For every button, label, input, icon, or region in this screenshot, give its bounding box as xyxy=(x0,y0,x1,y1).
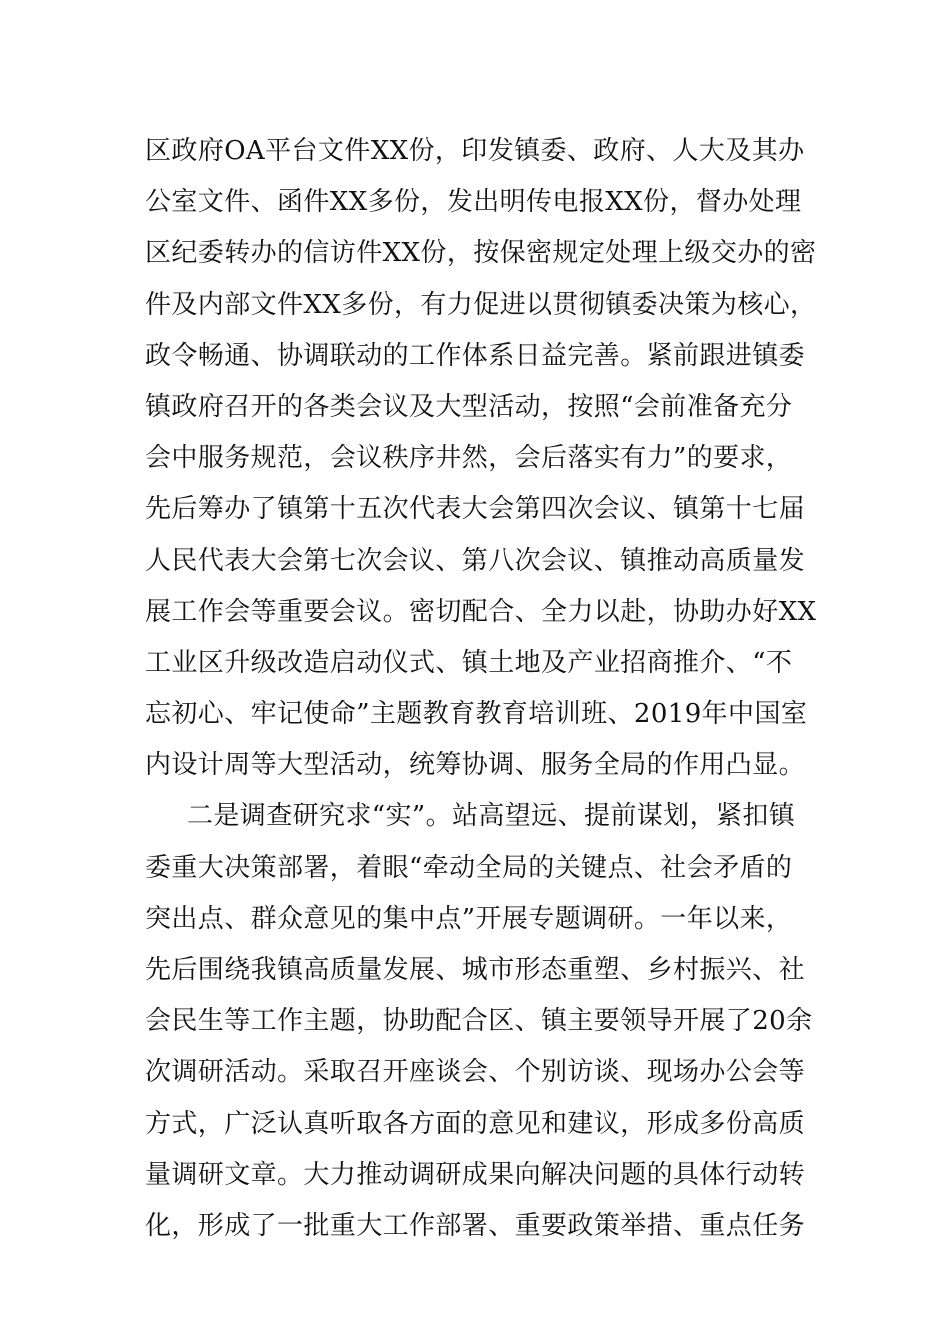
text-line: 忘初心、牢记使命”主题教育教育培训班、2019年中国室 xyxy=(145,699,808,730)
text-line: 委重大决策部署，着眼“牵动全局的关键点、社会矛盾的 xyxy=(145,852,793,883)
text-line: 镇政府召开的各类会议及大型活动，按照“会前准备充分 xyxy=(145,391,793,422)
text-line: 方式，广泛认真听取各方面的意见和建议，形成多份高质 xyxy=(145,1108,806,1139)
paragraph-start-line: 二是调查研究求“实”。站高望远、提前谋划，紧扣镇 xyxy=(187,801,796,832)
text-line: 会中服务规范，会议秩序井然，会后落实有力”的要求， xyxy=(145,443,793,474)
text-line: 会民生等工作主题，协助配合区、镇主要领导开展了20余 xyxy=(145,1006,813,1037)
text-line: 区纪委转办的信访件XX份，按保密规定处理上级交办的密 xyxy=(145,238,817,269)
text-line: 先后筹办了镇第十五次代表大会第四次会议、镇第十七届 xyxy=(145,494,806,525)
text-line: 公室文件、函件XX多份，发出明传电报XX份，督办处理 xyxy=(145,187,802,218)
text-line: 次调研活动。采取召开座谈会、个别访谈、现场办公会等 xyxy=(145,1057,806,1088)
text-line: 人民代表大会第七次会议、第八次会议、镇推动高质量发 xyxy=(145,545,806,576)
text-line: 化，形成了一批重大工作部署、重要政策举措、重点任务 xyxy=(145,1210,806,1241)
text-line: 件及内部文件XX多份，有力促进以贯彻镇委决策为核心， xyxy=(145,289,817,320)
text-line: 内设计周等大型活动，统筹协调、服务全局的作用凸显。 xyxy=(145,750,806,781)
text-line: 工业区升级改造启动仪式、镇土地及产业招商推介、“不 xyxy=(145,647,793,678)
text-line: 展工作会等重要会议。密切配合、全力以赴，协助办好XX xyxy=(145,596,817,627)
text-line: 突出点、群众意见的集中点”开展专题调研。一年以来， xyxy=(145,903,793,934)
text-line: 区政府OA平台文件XX份，印发镇委、政府、人大及其办 xyxy=(145,136,805,166)
text-line: 政令畅通、协调联动的工作体系日益完善。紧前跟进镇委 xyxy=(145,340,806,371)
text-line: 量调研文章。大力推动调研成果向解决问题的具体行动转 xyxy=(145,1159,806,1190)
text-line: 先后围绕我镇高质量发展、城市形态重塑、乡村振兴、社 xyxy=(145,955,806,985)
body-text xyxy=(145,126,817,1252)
